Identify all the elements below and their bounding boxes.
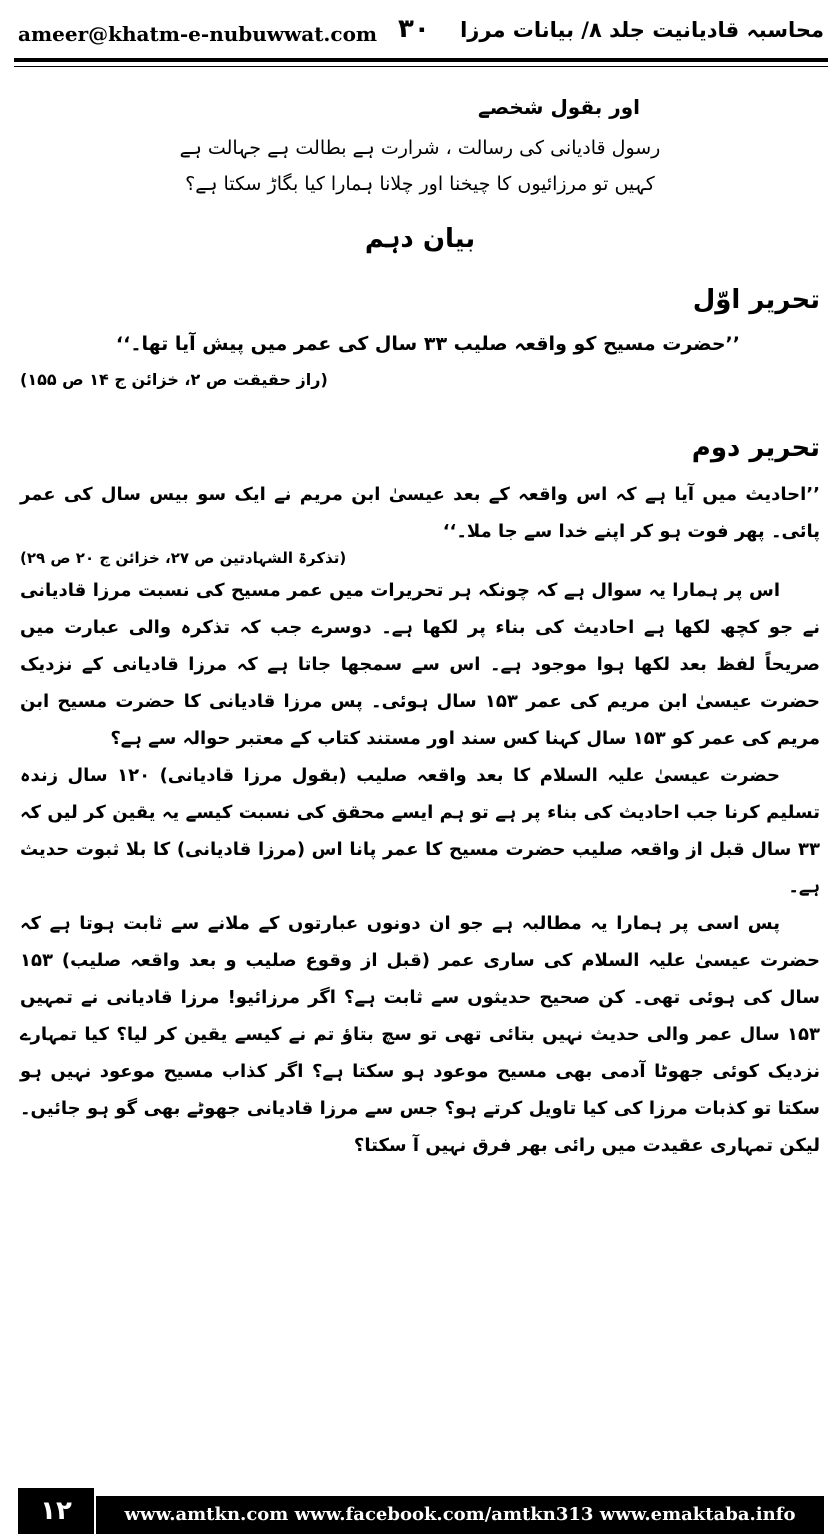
footer-links[interactable]: www.amtkn.com www.facebook.com/amtkn313 www.emaktaba.info	[96, 1496, 824, 1534]
header-page-number: ۳۰	[398, 14, 430, 44]
tahreer1-heading: تحریر اوّل	[692, 285, 820, 315]
section-title: بیان دہم	[364, 224, 476, 254]
verse-line-2: کہیں تو مرزائیوں کا چیخنا اور چلانا ہمارا کیا بگاڑ سکتا ہے؟	[185, 173, 655, 195]
verse-block	[20, 130, 820, 202]
header-rule-thick	[14, 58, 828, 62]
tahreer1-reference: (راز حقیقت ص ۲، خزائن ج ۱۴ ص ۱۵۵)	[20, 370, 328, 389]
paragraph-1: اس پر ہمارا یہ سوال ہے کہ چونکہ ہر تحریرات میں عمر مسیح کی نسبت مرزا قادیانی نے جو کچھ لکھا ہے احادیث کی بناء پر لکھا ہے۔ دوسرے جب کہ تذکرہ والی عبارت میں صریحاً لفظ بعد لکھا ہوا موجود ہے۔ اس سے سمجھا جاتا ہے کہ مرزا قادیانی کے نزدیک حضرت عیسیٰ ابن مریم کی عمر ۱۵۳ سال ہوئی۔ پس مرزا قادیانی کا حضرت مسیح ابن مریم کی عمر کو ۱۵۳ سال کہنا کس سند اور مستند کتاب کے معتبر حوالہ سے ہے؟	[20, 580, 820, 749]
header-rule-thin	[14, 66, 828, 67]
paragraph-2: حضرت عیسیٰ علیہ السلام کا بعد واقعہ صلیب (بقول مرزا قادیانی) ۱۲۰ سال زندہ تسلیم کرنا جب احادیث کی بناء پر ہے تو ہم ایسے محقق کی نسبت کیسے یہ یقین کر لیں کہ ۳۳ سال قبل از واقعہ صلیب حضرت مسیح کا عمر پانا اس (مرزا قادیانی) کا بلا ثبوت حدیث ہے۔	[20, 765, 820, 897]
paragraph-3: پس اسی پر ہمارا یہ مطالبہ ہے جو ان دونوں عبارتوں کے ملانے سے ثابت ہوتا ہے کہ حضرت عیسیٰ علیہ السلام کی ساری عمر (قبل از وقوع صلیب و بعد واقعہ صلیب) ۱۵۳ سال کی ہوئی تھی۔ کن صحیح حدیثوں سے ثابت ہے؟ اگر مرزائیو! مرزا قادیانی نے تمہیں ۱۵۳ سال عمر والی حدیث نہیں بتائی تھی تو سچ بتاؤ تم نے کیسے یقین کر لیا؟ کیا تمہارے نزدیک کوئی جھوٹا آدمی بھی مسیح موعود ہو سکتا ہے؟ اگر کذاب مسیح موعود نہیں ہو سکتا تو کذبات مرزا کی کیا تاویل کرتے ہو؟ جس سے مرزا قادیانی جھوٹے بھی گو ہو جائیں۔ لیکن تمہاری عقیدت میں رائی بھر فرق نہیں آ سکتا؟	[20, 913, 820, 1156]
page-body	[20, 90, 820, 1465]
page-header	[0, 0, 840, 62]
intro-line: اور بقول شخصے	[477, 95, 640, 119]
tahreer2-heading: تحریر دوم	[691, 433, 820, 463]
tahreer1-quote: ’’حضرت مسیح کو واقعہ صلیب ۳۳ سال کی عمر میں پیش آیا تھا۔‘‘	[115, 333, 740, 355]
footer-page-number: ۱۲	[18, 1488, 94, 1534]
verse-line-1: رسول قادیانی کی رسالت ، شرارت ہے بطالت ہے جہالت ہے	[179, 137, 661, 159]
page-footer	[0, 1488, 840, 1540]
header-book-title: محاسبہ قادیانیت جلد ۸/ بیانات مرزا	[460, 18, 824, 42]
tahreer2-quote: ’’احادیث میں آیا ہے کہ اس واقعہ کے بعد عیسیٰ ابن مریم نے ایک سو بیس سال کی عمر پائی۔ پھر فوت ہو کر اپنے خدا سے جا ملا۔‘‘	[20, 484, 820, 542]
tahreer2-reference: (تذکرۃ الشہادتین ص ۲۷، خزائن ج ۲۰ ص ۲۹)	[20, 549, 347, 567]
header-email: ameer@khatm-e-nubuwwat.com	[18, 22, 378, 46]
